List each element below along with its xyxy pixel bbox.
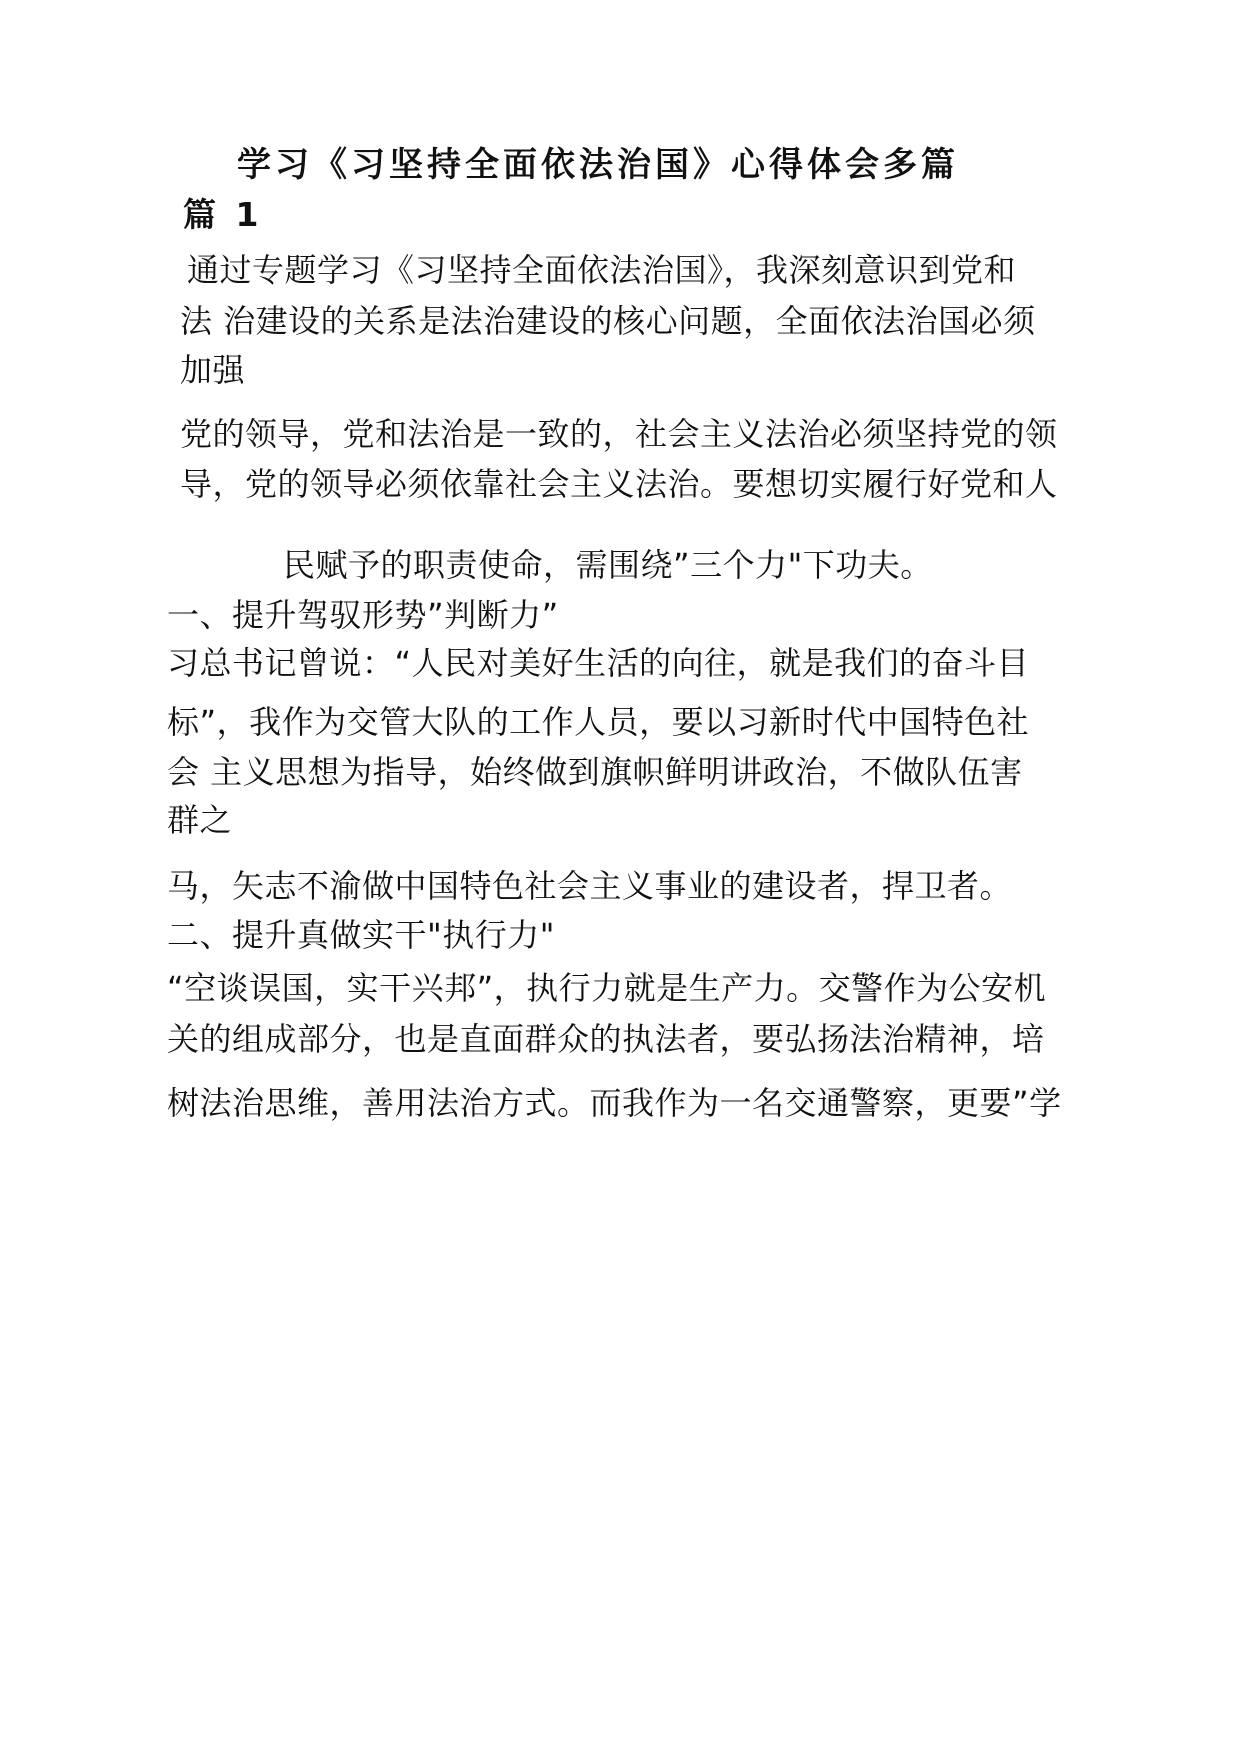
- section-heading: 一、提升驾驭形势”判断力”: [167, 596, 559, 634]
- paragraph-line: 关的组成部分，也是直面群众的执法者，要弘扬法治精神，培: [167, 1020, 1045, 1058]
- paragraph-line: “空谈误国，实干兴邦”，执行力就是生产力。交警作为公安机: [167, 969, 1047, 1007]
- paragraph-line: 导，党的领导必须依靠社会主义法治。要想切实履行好党和人: [180, 465, 1058, 503]
- paragraph-line: 会 主义思想为指导，始终做到旗帜鲜明讲政治，不做队伍害: [167, 753, 1023, 791]
- section-heading: 二、提升真做实干"执行力": [167, 916, 555, 954]
- chapter-label: 篇 1: [183, 195, 263, 234]
- paragraph-line: 树法治思维，善用法治方式。而我作为一名交通警察，更要”学: [167, 1084, 1062, 1122]
- paragraph-line: 标”，我作为交管大队的工作人员，要以习新时代中国特色社: [167, 703, 1030, 741]
- paragraph-line: 群之: [167, 801, 233, 839]
- paragraph-line: 通过专题学习《习坚持全面依法治国》，我深刻意识到党和: [187, 251, 1017, 289]
- paragraph-line: 马，矢志不渝做中国特色社会主义事业的建设者，捍卫者。: [167, 867, 1013, 905]
- document-title: 学习《习坚持全面依法治国》心得体会多篇: [237, 145, 959, 185]
- paragraph-line: 法 治建设的关系是法治建设的核心问题，全面依法治国必须: [180, 302, 1036, 340]
- paragraph-line: 习总书记曾说：“人民对美好生活的向往，就是我们的奋斗目: [167, 644, 1030, 682]
- paragraph-line: 民赋予的职责使命，需围绕”三个力"下功夫。: [283, 546, 933, 584]
- paragraph-line: 党的领导，党和法治是一致的，社会主义法治必须坚持党的领: [180, 415, 1058, 453]
- paragraph-line: 加强: [180, 351, 246, 389]
